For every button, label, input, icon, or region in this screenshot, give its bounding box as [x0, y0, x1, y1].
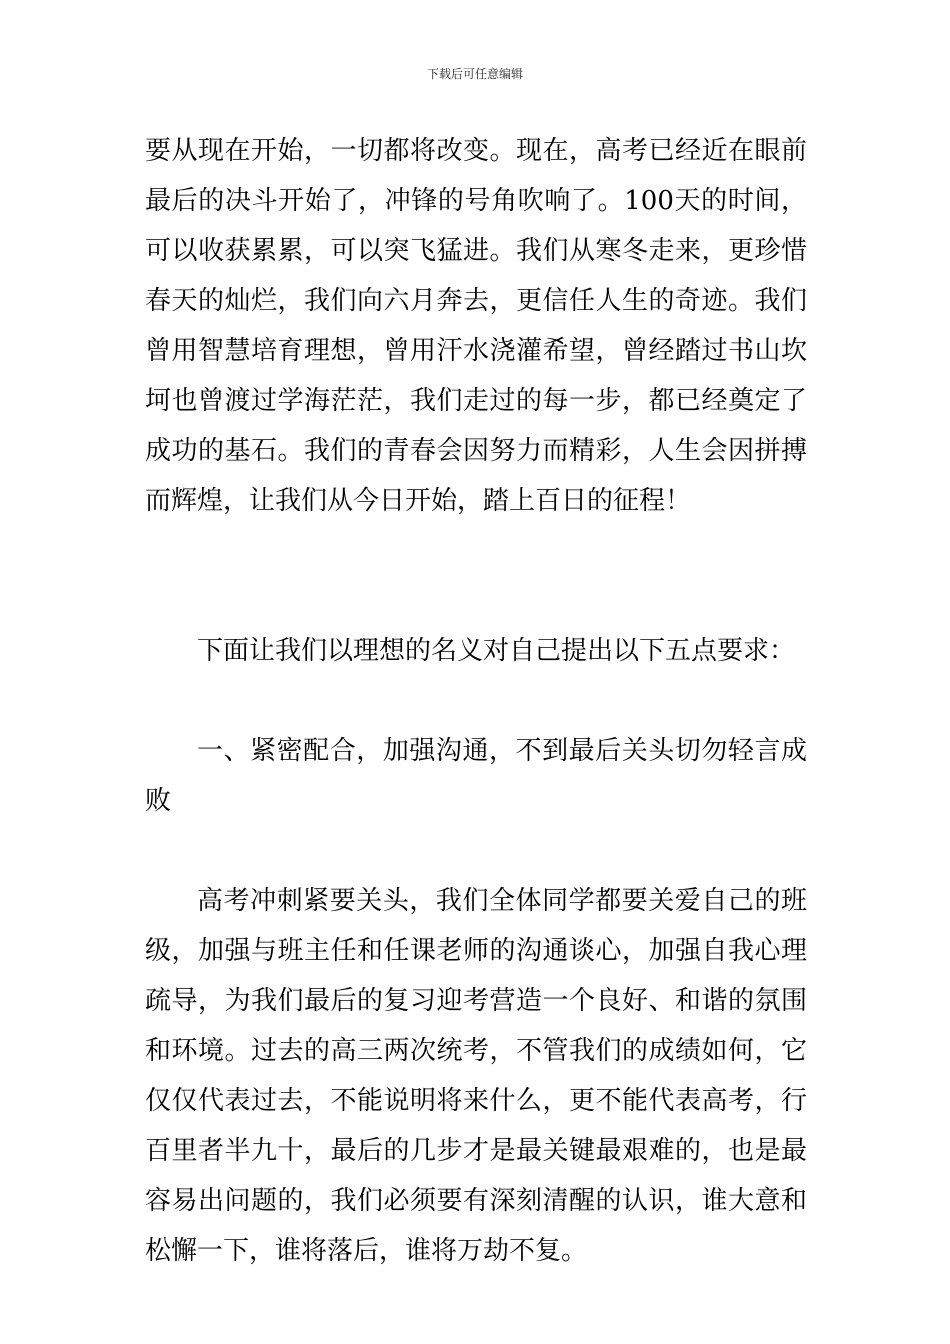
- paragraph-intro: 要从现在开始，一切都将改变。现在，高考已经近在眼前最后的决斗开始了，冲锋的号角吹响了。100天的时间，可以收获累累，可以突飞猛进。我们从寒冬走来，更珍惜春天的灿烂，我们向六月奔去，更信任人生的奇迹。我们曾用智慧培育理想，曾用汗水浇灌希望，曾经踏过书山坎坷也曾渡过学海茫茫，我们走过的每一步，都已经奠定了成功的基石。我们的青春会因努力而精彩，人生会因拼搏而辉煌，让我们从今日开始，踏上百日的征程！: [145, 136, 807, 516]
- paragraph-gap: [145, 576, 807, 626]
- paragraph-gap: [145, 826, 807, 876]
- paragraph-gap: [145, 676, 807, 726]
- paragraph-gap: [145, 526, 807, 576]
- document-body: [145, 126, 807, 1276]
- section-heading-one: 一、紧密配合，加强沟通，不到最后关头切勿轻言成败: [145, 736, 807, 816]
- paragraph-section-one-body: 高考冲刺紧要关头，我们全体同学都要关爱自己的班级，加强与班主任和任课老师的沟通谈心，加强自我心理疏导，为我们最后的复习迎考营造一个良好、和谐的氛围和环境。过去的高三两次统考，不管我们的成绩如何，它仅仅代表过去，不能说明将来什么，更不能代表高考，行百里者半九十，最后的几步才是最关键最艰难的，也是最容易出问题的，我们必须要有深刻清醒的认识，谁大意和松懈一下，谁将落后，谁将万劫不复。: [145, 886, 807, 1266]
- paragraph-requirements-lead: 下面让我们以理想的名义对自己提出以下五点要求：: [197, 636, 796, 666]
- header-note: 下载后可任意编辑: [426, 67, 523, 81]
